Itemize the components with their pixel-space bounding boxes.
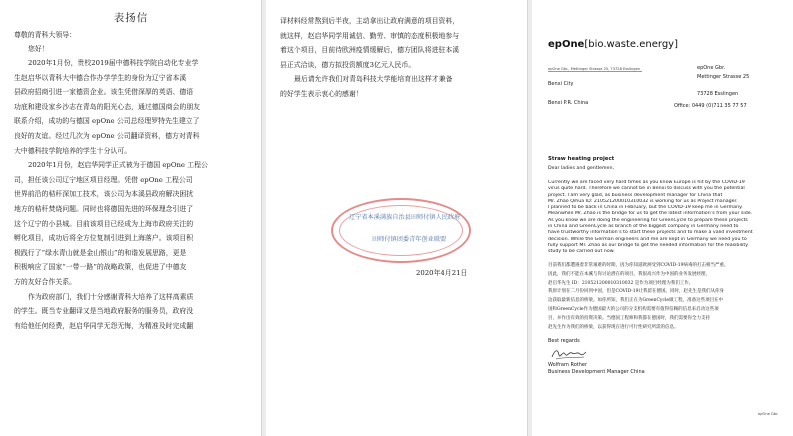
letter-body-continued xyxy=(280,14,518,102)
handwritten-signature xyxy=(550,345,588,363)
body-line: 司，担任该公司辽宁地区项目经理。凭借 epOne 工程公司 xyxy=(14,175,193,184)
stamp-line-1: 辽宁省本溪满族自治县田师付镇人民政府 xyxy=(349,214,461,221)
company-address: epOne Gbr. Mettinger Strasse 25 73728 Esslingen xyxy=(697,65,750,97)
body-line: 县正式洽谈，德方拟投资额度3亿元人民币。 xyxy=(280,60,416,69)
salutation: 尊敬的青科大领导： xyxy=(14,31,77,39)
english-body: Currently we are faced very hard times as you know Europe is hit by the COVID-19 virus quite hard. Therefore we cannot be in Benxi to discuss with you the potential project. I am very glad, as business development manager for China that Mr. Zhao Qihua ID: 210521200010310032 is working for us as Project manager. I planned to be back in China in February, but the COVID-19 keep me in Germany. Meanwhile Mr. Zhao is the bridge for us to get the latest information’s from your side. As you know we are doing the engineering for GreenCycle to prepare these projects in China and GreenCycle as branch of the biggest company in Germany need to have trustworthy information’s to start these projects and to make a valid investment decision. While the German engineers and me are kept in Germany we need you to fully support Mr. Zhao as our bridge to get the needed information for the feasibility study to be carried out now. xyxy=(548,180,753,255)
phone-number: Office: 0449 (0)711 35 77 57 xyxy=(674,103,747,109)
body-line: 有给他任何经费，赵启华同学无怨无悔，为精准及时完成翻 xyxy=(14,321,194,330)
chinese-translation: 目前我们都遭遇着非常艰难的时期，因为你知道欧洲受到COVID-19病毒的打击相当严重。 因此，我们不能在本溪与你讨论潜在的项目。我很高兴作为中国的业务发展经理， 赵启华先生 ID：210521200010310032 是作为项目经理为我们工作。 我原计划在二月份回到中国，但是COVID-19让我留在德国。同时，赵先生是我们从你身 边获取最新信息的桥梁。如你所知，我们正在为GreenCycle做工程，准备这些项目在中 国和GreenCycle作为德国最大的公司的分支机构需要有值得信赖的信息来启动这些项 目，并作出有效的投资决策。当德国工程师和我都在德国时，我们需要你全力支持 赵先生作为我们的桥梁，以获得现在进行可行性研究所需的信息。 xyxy=(548,263,729,330)
body-line: 孵化项目，成功后将全方位复制引进到上海落户。该项目积 xyxy=(14,234,194,243)
greeting: 您好！ xyxy=(28,45,49,53)
body-line: 2020年1月份，赵启华同学正式被为于德国 epOne 工程公 xyxy=(28,161,208,170)
body-line: 积极响应了国家“一带一路”的战略政策，也促进了中德友 xyxy=(14,263,187,272)
epone-logo: epOne[bio.waste.energy] xyxy=(548,39,679,50)
dear-line: Dear ladies and gentlemen, xyxy=(548,166,614,171)
letter-title: 表扬信 xyxy=(113,12,149,24)
sender-line: epOne Gbr., Mettinger Strasse 25, 73728 Esslingen xyxy=(548,67,641,71)
body-line: 2020年1月份，贵校2019届中德科技学院自动化专业学 xyxy=(28,59,199,67)
body-line: 联系介绍，成功的与德国 epOne 公司总经理罗特先生建立了 xyxy=(14,117,200,126)
body-line: 方的友好合作关系。 xyxy=(14,277,77,286)
signer-role: Business Development Manager China xyxy=(548,369,645,375)
letter-page-3 xyxy=(532,0,793,436)
body-line: 最后请允许我们对青岛科技大学能培育出这样才兼备 xyxy=(294,75,453,84)
letter-page-1 xyxy=(0,0,262,436)
body-line: 的好学生表示衷心的感谢！ xyxy=(280,89,363,98)
body-line: 生赵启华以青科大中德合作办学学生的身份为辽宁省本溪 xyxy=(14,73,187,82)
body-line: 着这个项目，目前待欧洲疫情缓解后，德方团队将进驻本溪 xyxy=(280,46,460,55)
closing-regards: Best regards xyxy=(548,338,580,344)
body-line: 作为政府部门，我们十分感谢青科大培养了这样高素质 xyxy=(28,292,194,301)
sender-divider xyxy=(548,71,642,72)
body-line: 这个辽宁的小县城。目前该项目已经成为上海市政府关注的 xyxy=(14,219,194,228)
letter-subject: Straw heating project xyxy=(548,156,615,162)
body-line: 大中德科技学院培养的学生十分认可。 xyxy=(14,146,132,155)
body-line: 的学生。既当专业翻译又是当地政府服务的服务员，政府没 xyxy=(14,307,194,316)
body-line: 就这样，赵启华同学用诚信、勤劳、审慎的态度积极地参与 xyxy=(280,31,460,40)
body-line: 县政府招商引进一家德资企业。该生凭借深厚的英语、德语 xyxy=(14,88,194,97)
letter-date: 2020年4月21日 xyxy=(416,269,468,277)
letter-body xyxy=(14,56,252,333)
body-line: 世界前沿的秸秆深加工技术，该公司为本溪县政府解决困扰 xyxy=(14,190,194,199)
footer-company: epOne Gbr. xyxy=(758,412,779,416)
stamp-line-2: 田师付镇团委青年创业联盟 xyxy=(372,236,447,243)
body-line: 地方的秸秆焚烧问题。同时也将德国先进的环保理念引进了 xyxy=(14,204,194,213)
letter-page-2 xyxy=(266,0,528,436)
body-line: 功底和建设家乡沙志在青岛的阳光心态，通过德国商会的朋友 xyxy=(14,102,201,111)
body-line: 极践行了“绿水青山就是金山银山”的和谐发展思路，更是 xyxy=(14,248,187,257)
signer-name: Wolfram Rother xyxy=(548,362,588,368)
body-line: 良好的友谊。经过几次为 epOne 公司翻译资料，德方对青科 xyxy=(14,131,200,140)
body-line: 译材料经常熬到后半夜，主动拿出让政府满意的项目资料， xyxy=(280,17,460,25)
recipient-address: Benxi City Benxi P.R. China xyxy=(548,81,589,106)
